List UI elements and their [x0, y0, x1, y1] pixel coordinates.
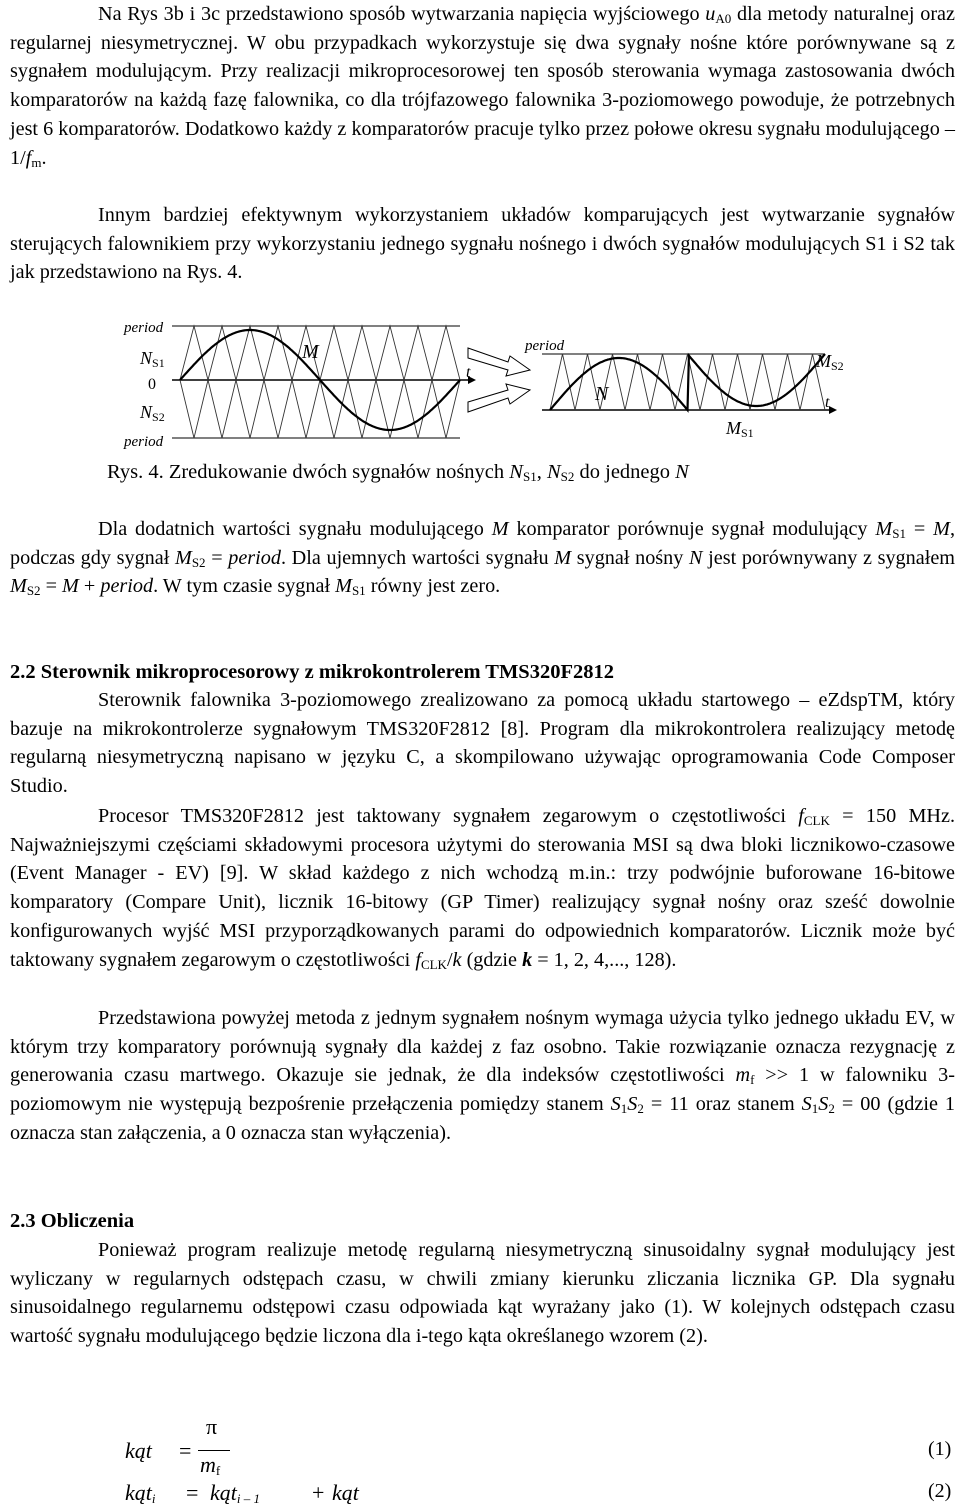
label-ms1: MS1	[726, 418, 754, 440]
text: Przedstawiona powyżej metoda z jednym sygnałem nośnym wymaga użycia tylko jednego układu EV, w którym trzy komparatory porównują sygnały dla każdej z faz osobno. Takie rozwiązanie oznacza rezygnację z generowania czasu martwego. Okazuje sie jednak, że dla indeksów częstotliwości	[10, 1007, 955, 1087]
figure-rys-4	[10, 312, 955, 462]
eq1-number: (1)	[928, 1438, 952, 1460]
symbol-u: u	[705, 3, 716, 25]
subscript: 2	[637, 1101, 644, 1117]
symbol: M	[554, 546, 572, 569]
label-period-bottom: period	[124, 434, 164, 450]
subscript: 1	[811, 1101, 819, 1117]
symbol: N	[689, 546, 703, 569]
label-ns2: NS2	[140, 402, 165, 424]
eq2-number: (2)	[928, 1480, 952, 1502]
symbol: S	[610, 1093, 621, 1116]
symbol-f: f	[25, 146, 32, 169]
eq1-denominator: $m_f$	[200, 1452, 221, 1478]
left-plot	[172, 326, 476, 438]
label-t-right: t	[825, 394, 830, 411]
label-ns1: NS1	[140, 348, 165, 370]
text: =	[905, 518, 934, 540]
text: = 1, 2, 4,..., 128).	[532, 948, 677, 971]
label-period-top: period	[124, 320, 164, 336]
text: Procesor TMS320F2812 jest taktowany sygnałem zegarowym o częstotliwości	[98, 805, 799, 827]
label-t-left: t	[466, 364, 471, 381]
text: . W tym czasie sygnał	[153, 575, 336, 598]
symbol: k	[522, 948, 533, 971]
text: = 11 oraz stanem	[643, 1093, 802, 1116]
text: ,	[536, 461, 547, 483]
paragraph-6	[10, 1004, 955, 1148]
subscript: 1	[620, 1101, 628, 1117]
eq1-fraction-bar	[198, 1450, 230, 1451]
text: >> 1 w falowniku 3-poziomowym nie występują bezpośrenie przełączenia pomiędzy stanem	[10, 1064, 955, 1116]
symbol: N	[509, 461, 523, 483]
paragraph-7: Ponieważ program realizuje metodę regularną niesymetryczną sinusoidalny sygnał modulujący jest wyliczany w regularnych odstępach czasu, w chwili zmiany kierunku zliczania licznika GP. Dla sygnału sinusoidalnego regularnemu odstępowi czasu odpowiada kąt wyrażany jako (1). W kolejnych odstępach czasu wartość sygnału modulującego będzie liczona dla i-tego kąta określanego wzorem (2).	[10, 1239, 955, 1348]
text: Rys. 4. Zredukowanie dwóch sygnałów nośnych	[107, 461, 510, 483]
subscript: CLK	[803, 813, 830, 828]
symbol: M	[875, 518, 893, 540]
symbol: M	[335, 575, 352, 598]
label-m: M	[302, 341, 319, 363]
text: , podczas gdy sygnał	[10, 518, 955, 569]
symbol: S	[818, 1093, 829, 1116]
subscript: 2	[828, 1101, 835, 1117]
arrow-bottom	[468, 384, 530, 412]
text: równy jest zero.	[365, 575, 501, 598]
eq2-plus: +	[312, 1480, 325, 1505]
symbol: f	[798, 805, 804, 827]
text: .	[41, 146, 47, 169]
paragraph-5	[10, 802, 955, 974]
eq2-term2: kąt	[332, 1480, 359, 1505]
label-n: N	[595, 383, 609, 405]
text: (gdzie	[461, 948, 523, 971]
symbol: M	[62, 575, 79, 598]
subscript: A0	[715, 11, 732, 26]
text: /	[446, 948, 453, 971]
eq2-lhs: kąt$_i$	[125, 1480, 156, 1506]
subscript: m	[31, 154, 42, 170]
subscript: S2	[26, 583, 41, 599]
symbol: N	[675, 461, 689, 483]
symbol: S	[627, 1093, 638, 1116]
text: komparator porównuje sygnał modulujący	[508, 518, 876, 540]
paragraph-2: Innym bardziej efektywnym wykorzystaniem układów komparujących jest wytwarzanie sygnałów sterujących falownikiem przy wykorzystaniu jednego sygnału nośnego i dwóch sygnałów modulujących S1 i S2 tak jak przedstawiono na Rys. 4.	[10, 204, 955, 284]
carrier-ns1	[180, 326, 460, 380]
subscript: CLK	[420, 956, 447, 972]
text: = 150 MHz. Najważniejszymi częściami składowymi procesora użytymi do sterowania MSI są dwa bloki licznikowo-czasowe (Event Manager - EV) [9]. W skład każdego z nich wchodzą m.in.: trzy podwójnie buforowane 16-bitowe komparatory (Compare Unit), licznik 16-bitowy (GP Timer) realizujący sygnał nośny oraz sześć dowolnie konfigurowanych wyjść MSI przyporządkowanych parami do odpowiednich komparatorów. Licznik może być taktowany sygnałem zegarowym o częstotliwości	[10, 805, 956, 971]
text: +	[78, 575, 101, 598]
symbol: M	[174, 546, 192, 569]
label-ms2: MS2	[816, 351, 844, 373]
paragraph-1	[10, 0, 955, 172]
label-zero: 0	[148, 376, 156, 393]
subscript: S2	[560, 469, 575, 484]
symbol: m	[735, 1064, 751, 1087]
eq2-equals: =	[186, 1480, 199, 1505]
subscript: f	[750, 1072, 755, 1088]
right-plot	[542, 354, 837, 414]
symbol: f	[415, 948, 421, 971]
symbol: S	[801, 1093, 812, 1116]
text: = 00 (gdzie 1 oznacza stan załączenia, a 0 oznacza stan wyłączenia).	[10, 1093, 956, 1144]
text: . Dla ujemnych wartości sygnału	[280, 546, 555, 569]
eq2-term1: kąt$_{i - 1}$	[210, 1480, 261, 1506]
figure-caption	[107, 458, 689, 486]
equation-1	[10, 1410, 955, 1480]
symbol: M	[491, 518, 509, 540]
symbol: period	[228, 546, 281, 569]
symbol: M	[10, 575, 27, 598]
text: Na Rys 3b i 3c przedstawiono sposób wytwarzania napięcia wyjściowego	[98, 3, 706, 25]
label-period-right: period	[525, 338, 565, 354]
symbol: period	[100, 575, 154, 598]
arrows	[468, 348, 530, 412]
subscript: S1	[892, 526, 906, 541]
paragraph-3	[10, 515, 955, 601]
modulating-signal-ms	[550, 354, 825, 410]
symbol: k	[452, 948, 462, 971]
text: do jednego	[574, 461, 676, 483]
text: dla metody naturalnej oraz regularnej niesymetrycznej. W obu przypadkach wykorzystuje się dwa sygnały nośne które porównywane są z sygnałem modulującym. Przy realizacji mikroprocesorowej ten sposób sterowania wymaga zastosowania dwóch komparatorów na każdą fazę falownika, co dla trójfazowego falownika 3-poziomowego powoduje, że potrzebnych jest 6 komparatorów. Dodatkowo każdy z komparatorów pracuje tylko przez połowe okresu sygnału modulującego – 1/	[10, 3, 955, 169]
eq1-equals: =	[179, 1438, 192, 1463]
text: sygnał nośny	[571, 546, 690, 569]
eq1-numerator: π	[206, 1414, 218, 1439]
subscript: S1	[522, 469, 537, 484]
arrow-top	[468, 348, 530, 376]
text: Dla dodatnich wartości sygnału modulującego	[98, 518, 492, 540]
section-heading-2-2: 2.2 Sterownik mikroprocesorowy z mikrokontrolerem TMS320F2812	[10, 661, 614, 683]
text: =	[40, 575, 63, 598]
text: jest porównywany z sygnałem	[702, 546, 955, 569]
axis-arrow	[829, 406, 837, 414]
text: =	[205, 546, 229, 569]
paragraph-4: Sterownik falownika 3-poziomowego zrealizowano za pomocą układu startowego – eZdspTM, który bazuje na mikrokontrolerze sygnałowym TMS320F2812 [8]. Program dla mikrokontrolera realizujący metodę regularną niesymetryczną napisano w języku C, a skompilowano używając oprogramowania Code Composer Studio.	[10, 689, 955, 798]
subscript: S2	[191, 554, 206, 570]
subscript: S1	[351, 583, 366, 599]
carrier-ns2	[180, 380, 460, 438]
section-heading-2-3: 2.3 Obliczenia	[10, 1210, 135, 1232]
eq1-lhs: kąt	[125, 1438, 152, 1463]
symbol: M	[933, 518, 950, 540]
symbol: N	[546, 461, 561, 483]
equation-2	[10, 1480, 955, 1510]
